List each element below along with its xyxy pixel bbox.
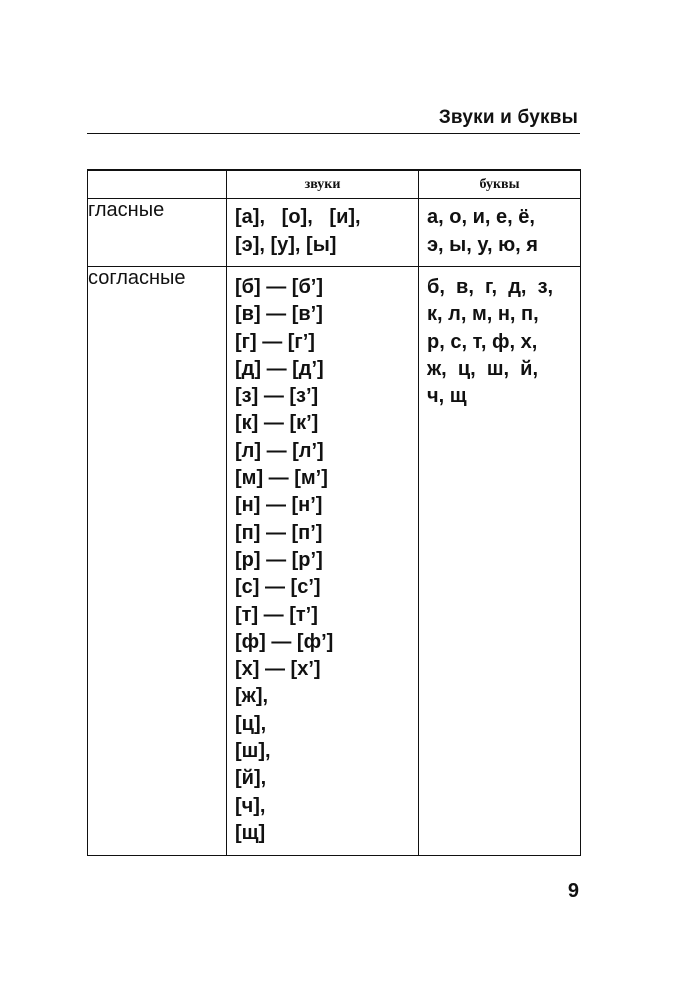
- table-row-consonants: [88, 267, 581, 856]
- text-line: [л] — [л’]: [235, 439, 324, 462]
- text-line: [ш],: [235, 740, 271, 763]
- text-line: [а], [о], [и],: [235, 206, 361, 228]
- table-header-row: [88, 170, 581, 199]
- vowel-letters-list: [419, 199, 580, 259]
- vowel-sounds-cell: [227, 199, 419, 267]
- vowel-letters-cell: [419, 199, 581, 267]
- text-line: [б] — [б’]: [235, 276, 324, 298]
- text-line: [с] — [с’]: [235, 576, 321, 599]
- text-line: [к] — [к’]: [235, 412, 319, 435]
- header-divider: [87, 133, 580, 134]
- text-line: [ж],: [235, 685, 269, 708]
- text-line: э, ы, у, ю, я: [427, 234, 538, 256]
- text-line: [ф] — [ф’]: [235, 630, 334, 653]
- consonant-letters-cell: [419, 267, 581, 856]
- text-line: [д] — [д’]: [235, 357, 324, 380]
- row-label-vowels: гласные: [88, 199, 227, 267]
- text-line: б, в, г, д, з,: [427, 276, 554, 298]
- text-line: [з] — [з’]: [235, 385, 319, 408]
- text-line: к, л, м, н, п,: [427, 303, 539, 326]
- page-header-title: Звуки и буквы: [438, 107, 578, 128]
- text-line: [щ]: [235, 821, 266, 844]
- text-line: [м] — [м’]: [235, 467, 328, 490]
- text-line: ж, ц, ш, й,: [427, 357, 539, 380]
- text-line: [н] — [н’]: [235, 494, 323, 517]
- text-line: [э], [у], [ы]: [235, 234, 337, 256]
- text-line: [х] — [х’]: [235, 658, 321, 681]
- text-line: [г] — [г’]: [235, 330, 315, 353]
- text-line: [ц],: [235, 712, 267, 735]
- page-number: 9: [567, 880, 579, 902]
- text-line: [ч],: [235, 794, 266, 817]
- row-label-consonants: согласные: [88, 267, 227, 856]
- consonant-sounds-cell: [227, 267, 419, 856]
- text-line: ч, щ: [427, 385, 467, 408]
- text-line: а, о, и, е, ё,: [427, 206, 535, 228]
- table-row-vowels: [88, 199, 581, 267]
- text-line: [й],: [235, 767, 267, 790]
- column-header-sounds: звуки: [227, 170, 419, 199]
- text-line: р, с, т, ф, х,: [427, 330, 538, 353]
- column-header-label: [88, 170, 227, 199]
- text-line: [т] — [т’]: [235, 603, 318, 626]
- text-line: [р] — [р’]: [235, 548, 323, 571]
- vowel-sounds-list: [227, 199, 418, 259]
- sounds-letters-table: [87, 169, 581, 856]
- consonant-letters-list: [419, 267, 580, 410]
- text-line: [п] — [п’]: [235, 521, 323, 544]
- column-header-letters: буквы: [419, 170, 581, 199]
- consonant-sounds-list: [227, 267, 418, 847]
- text-line: [в] — [в’]: [235, 303, 323, 326]
